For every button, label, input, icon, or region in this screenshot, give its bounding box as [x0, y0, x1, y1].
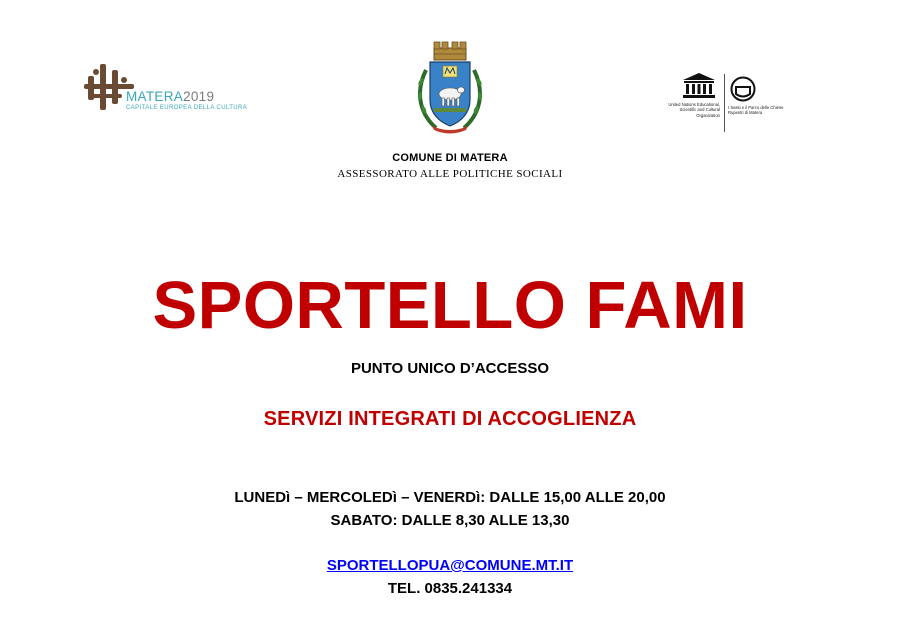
coat-of-arms-icon — [412, 40, 488, 136]
unesco-logo — [660, 72, 790, 134]
matera-brand-year: 2019 — [183, 89, 215, 104]
page-subtitle: PUNTO UNICO D’ACCESSO — [350, 360, 550, 377]
email-link[interactable]: SPORTELLOPUA@COMUNE.MT.IT — [326, 557, 574, 574]
unesco-temple-icon — [682, 72, 716, 98]
opening-hours — [0, 486, 900, 532]
phone-number: TEL. 0835.241334 — [387, 580, 513, 597]
matera-2019-logo — [82, 60, 248, 116]
municipality-name: COMUNE DI MATERA — [392, 152, 508, 164]
unesco-organization-text: United Nations Educational, Scientific and Cultural Organization — [668, 102, 720, 118]
department-name: ASSESSORATO ALLE POLITICHE SOCIALI — [337, 168, 563, 180]
world-heritage-icon — [730, 76, 756, 102]
matera-tagline: CAPITALE EUROPEA DELLA CULTURA — [126, 105, 248, 111]
matera-brand-name: MATERA — [126, 89, 184, 104]
hours-saturday: SABATO: DALLE 8,30 ALLE 13,30 — [330, 512, 570, 529]
email-line — [0, 557, 900, 574]
unesco-divider — [724, 74, 725, 132]
crown-icon — [434, 42, 466, 60]
services-heading: SERVIZI INTEGRATI DI ACCOGLIENZA — [263, 408, 637, 430]
matera-brand-text — [126, 89, 214, 104]
unesco-site-text: I Sassi e il Parco delle Chiese Rupestri di Matera — [728, 105, 784, 116]
hours-weekdays: LUNEDì – MERCOLEDì – VENERDì: DALLE 15,00 ALLE 20,00 — [234, 489, 666, 506]
page-title: SPORTELLO FAMI — [152, 268, 748, 343]
